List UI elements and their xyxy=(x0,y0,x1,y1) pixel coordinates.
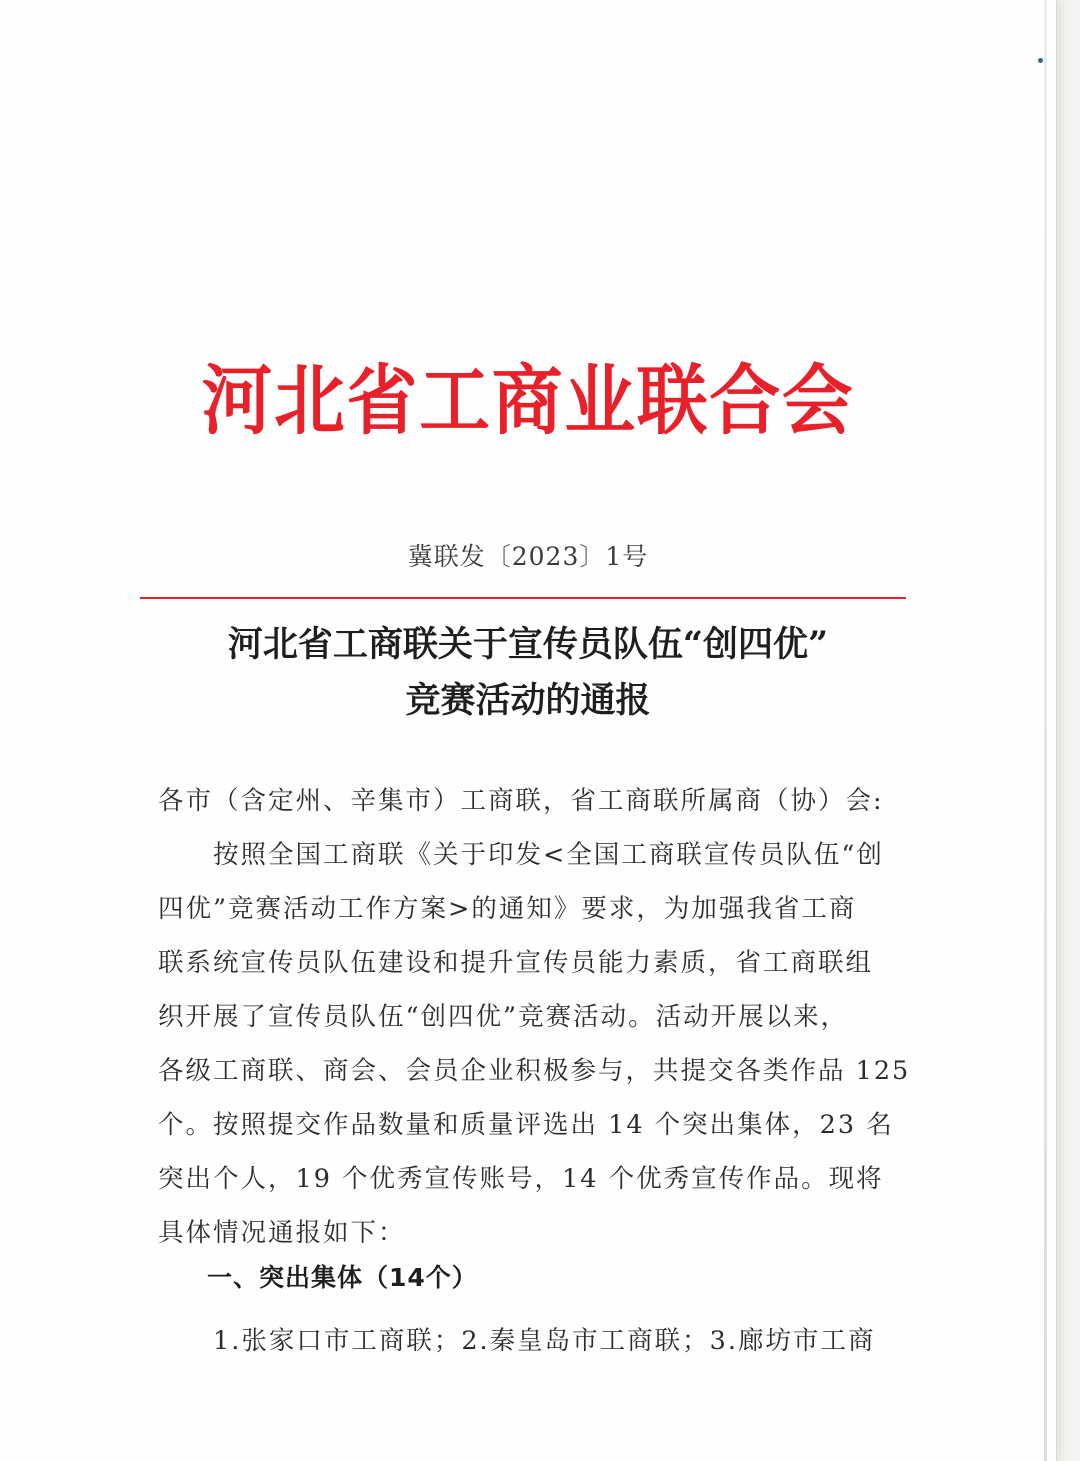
document-number: 冀联发〔2023〕1号 xyxy=(407,542,649,571)
paragraph-line: 各级工商联、商会、会员企业积极参与，共提交各类作品 125 xyxy=(158,1056,911,1086)
paragraph-line: 联系统宣传员队伍建设和提升宣传员能力素质，省工商联组 xyxy=(158,948,874,978)
section-list xyxy=(158,1314,886,1368)
paragraph-line: 按照全国工商联《关于印发<全国工商联宣传员队伍“创 xyxy=(158,840,884,870)
red-separator-line xyxy=(140,597,906,599)
body-paragraph xyxy=(158,828,911,1260)
scan-mark xyxy=(1038,58,1043,63)
masthead: 河北省工商业联合会 xyxy=(201,356,855,445)
paragraph-line: 四优”竞赛活动工作方案>的通知》要求，为加强我省工商 xyxy=(158,894,857,924)
paragraph-line: 突出个人，19 个优秀宣传账号，14 个优秀宣传作品。现将 xyxy=(158,1164,884,1194)
paragraph-line: 个。按照提交作品数量和质量评选出 14 个突出集体，23 名 xyxy=(158,1110,894,1140)
paragraph-line: 织开展了宣传员队伍“创四优”竞赛活动。活动开展以来， xyxy=(158,1002,849,1032)
salutation: 各市（含定州、辛集市）工商联，省工商联所属商（协）会: xyxy=(158,786,884,816)
list-line: 1.张家口市工商联；2.秦皇岛市工商联；3.廊坊市工商 xyxy=(158,1326,876,1356)
page-edge xyxy=(1044,0,1047,1461)
title-line-2: 竞赛活动的通报 xyxy=(405,680,651,721)
section-heading: 一、突出集体（14个） xyxy=(207,1263,478,1292)
paragraph-line: 具体情况通报如下： xyxy=(158,1218,406,1248)
title-line-1: 河北省工商联关于宣传员队伍“创四优” xyxy=(227,624,829,665)
